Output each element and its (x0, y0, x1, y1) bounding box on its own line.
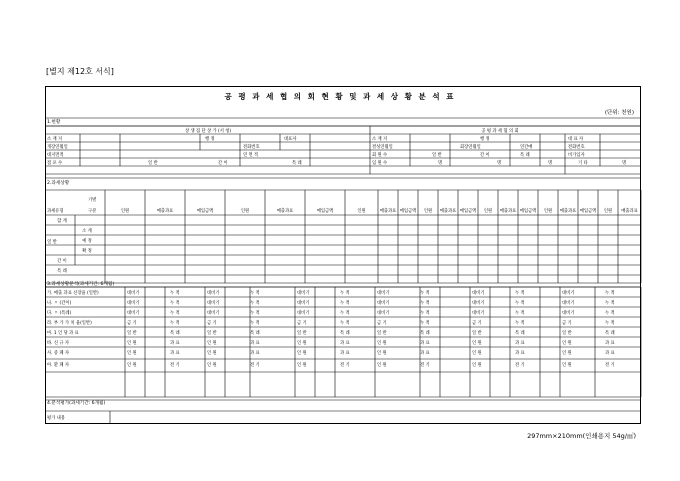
section3-cell-label: 인 원 (562, 341, 572, 346)
section1-row2-label: 연간매 (520, 145, 533, 150)
section3-row-label: 나. 〃 (간이) (47, 301, 72, 306)
section3-cell-label: 인 원 (377, 341, 387, 346)
section3-cell-label: 특 례 (170, 331, 180, 336)
section3-cell-label: 과 표 (515, 351, 525, 356)
section1-row2-label: 전화번호 (568, 145, 585, 150)
form-number: [별지 제12호 서식] (46, 67, 114, 76)
section3-cell-label: 인 원 (127, 363, 137, 368)
section3-cell-label: 전 기 (605, 363, 615, 368)
paper-spec: 297mm×210mm(인쇄용지 54g/㎡) (527, 432, 636, 440)
section2-col-header: 인원 (423, 209, 433, 214)
section3-cell-label: 인 원 (297, 341, 307, 346)
section1-row3-label: 대지면적 (47, 153, 64, 158)
section3-cell-label: 특 례 (515, 331, 525, 336)
section3-cell-label: 과 표 (170, 351, 180, 356)
section1-row4-label: 기 타 (578, 161, 588, 166)
section3-cell-label: 전 기 (515, 363, 525, 368)
section3-cell-label: 인 원 (472, 363, 482, 368)
section3-cell-label: 누 적 (420, 291, 430, 296)
section3-cell-label: 누 적 (605, 291, 615, 296)
section2-col-header: 매출과표 (559, 209, 577, 214)
section3-cell-label: 금 기 (207, 321, 217, 326)
section2-corner-top: 기별 (88, 198, 97, 203)
section3-cell-label: 과 표 (605, 351, 615, 356)
section3-cell-label: 과 표 (340, 341, 350, 346)
section3-cell-label: 누 적 (340, 311, 350, 316)
section2-col-header: 매입금액 (399, 209, 417, 214)
section3-cell-label: 특 례 (250, 331, 260, 336)
section3-cell-label: 일 반 (377, 331, 387, 336)
section3-row-label: 사. 증 폐 자 (47, 351, 70, 356)
section3-cell-label: 누 적 (170, 301, 180, 306)
section2-col-header: 인원 (483, 209, 493, 214)
section3-cell-label: 인 원 (207, 351, 217, 356)
section1-row4-label: 임 원 수 (372, 161, 388, 166)
section2-col-header: 인원 (543, 209, 553, 214)
section3-cell-label: 대비기 (377, 291, 390, 296)
section3-cell-label: 인 원 (297, 351, 307, 356)
section2-row-label: 예 정 (82, 239, 92, 244)
section3-cell-label: 일 반 (297, 331, 307, 336)
section3-cell-label: 과 표 (250, 351, 260, 356)
section1-row4-label: 명 (497, 161, 502, 166)
section3-heading: 3.과세상황분석(과세기간: 6개월) (47, 282, 115, 287)
section3-cell-label: 대비기 (472, 311, 485, 316)
section2-corner-left: 과세유형 (47, 209, 64, 214)
section3-cell-label: 대비기 (127, 301, 140, 306)
section3-cell-label: 일 반 (562, 331, 572, 336)
section3-row-label: 아. 환 폐 자 (47, 363, 70, 368)
section3-cell-label: 누 적 (250, 311, 260, 316)
section3-cell-label: 인 원 (127, 351, 137, 356)
section1-row3-label: 연 면 적 (243, 153, 259, 158)
section3-cell-label: 누 적 (250, 291, 260, 296)
section3-cell-label: 누 적 (250, 301, 260, 306)
section3-cell-label: 누 적 (170, 321, 180, 326)
section3-cell-label: 대비기 (562, 311, 575, 316)
section2-col-header: 매출과표 (156, 209, 174, 214)
unit-label: (단위: 천원) (604, 110, 634, 116)
section1-row4-label: 간 이 (218, 161, 228, 166)
section3-cell-label: 전 기 (250, 363, 260, 368)
section1-heading: 1.현황 (47, 120, 61, 125)
section3-cell-label: 특 례 (605, 331, 615, 336)
section3-row-label: 마. 1 인 당 과 표 (47, 331, 79, 336)
section3-cell-label: 누 적 (420, 321, 430, 326)
section2-row-label: 특 례 (57, 269, 67, 274)
section3-cell-label: 대비기 (297, 291, 310, 296)
section2-col-header: 매출과표 (379, 209, 397, 214)
section2-col-header: 인원 (120, 209, 130, 214)
section3-cell-label: 인 원 (127, 341, 137, 346)
section2-col-header: 매입금액 (459, 209, 477, 214)
section3-cell-label: 누 적 (515, 301, 525, 306)
section1-row1-label: 대 표 자 (568, 137, 584, 142)
section4-row-label: 평가 내용 (47, 416, 65, 421)
section2-row-label: 합 계 (57, 219, 67, 224)
section1-row3-label: 일 반 (432, 153, 442, 158)
section1-row1-label: 소 재 지 (372, 137, 388, 142)
section3-cell-label: 누 적 (515, 321, 525, 326)
section3-cell-label: 특 례 (340, 331, 350, 336)
section2-col-header: 인원 (240, 209, 250, 214)
section3-cell-label: 누 적 (605, 311, 615, 316)
section1-left-header: 상 생 집 단 상 가 (서 청) (184, 129, 232, 134)
section2-col-header: 매입금액 (316, 209, 334, 214)
section3-cell-label: 누 적 (605, 301, 615, 306)
section1-row1-label: 소 재 지 (47, 137, 63, 142)
section1-row3-label: 비가입자 (568, 153, 585, 158)
section3-cell-label: 인 원 (377, 363, 387, 368)
section3-cell-label: 인 원 (562, 363, 572, 368)
section1-row4-label: 일 반 (148, 161, 158, 166)
section3-cell-label: 일 반 (127, 331, 137, 336)
section2-col-header: 매입금액 (196, 209, 214, 214)
form-title: 공 평 과 세 협 의 회 현 황 및 과 세 상 황 분 석 표 (224, 92, 456, 101)
section3-cell-label: 누 적 (420, 311, 430, 316)
section3-cell-label: 금 기 (562, 321, 572, 326)
section3-cell-label: 인 원 (377, 351, 387, 356)
section3-cell-label: 누 적 (340, 321, 350, 326)
section3-row-label: 라. 부 가 가 치 율(일반) (47, 321, 92, 326)
section3-row-label: 다. 〃 (특례) (47, 311, 72, 316)
section3-cell-label: 누 적 (170, 311, 180, 316)
section3-cell-label: 누 적 (250, 321, 260, 326)
section3-cell-label: 인 원 (207, 363, 217, 368)
section3-row-label: 가. 매출 과표 신장율 (일반) (47, 291, 99, 296)
section3-cell-label: 인 원 (472, 341, 482, 346)
section1-row3-label: 회 원 수 (372, 153, 388, 158)
section1-row1-label: 행 정 (205, 137, 215, 142)
section3-cell-label: 특 례 (420, 331, 430, 336)
section3-cell-label: 과 표 (605, 341, 615, 346)
section4-heading: 4.분석평가(과세기간: 6개월) (47, 401, 106, 406)
section3-cell-label: 누 적 (170, 291, 180, 296)
section3-cell-label: 대비기 (207, 291, 220, 296)
section2-col-header: 인원 (603, 209, 613, 214)
section1-row4-label: 점 포 수 (47, 161, 63, 166)
section3-cell-label: 대비기 (297, 311, 310, 316)
section3-cell-label: 대비기 (297, 301, 310, 306)
section3-cell-label: 금 기 (377, 321, 387, 326)
section2-side-label: 일 반 (47, 240, 57, 245)
section2-row-label: 확 정 (82, 249, 92, 254)
section3-cell-label: 대비기 (207, 311, 220, 316)
section1-row4-label: 명 (548, 161, 553, 166)
section3-cell-label: 대비기 (472, 291, 485, 296)
section1-row1-label: 행 정 (480, 137, 490, 142)
section3-cell-label: 인 원 (297, 363, 307, 368)
section3-cell-label: 과 표 (250, 341, 260, 346)
section3-cell-label: 대비기 (377, 311, 390, 316)
section2-col-header: 매입금액 (579, 209, 597, 214)
section3-cell-label: 대비기 (472, 301, 485, 306)
section3-cell-label: 대비기 (207, 301, 220, 306)
section1-row3-label: 간 이 (480, 153, 490, 158)
section1-row3-label: 특 례 (520, 153, 530, 158)
section1-row2-label: 개장연월일 (47, 145, 68, 150)
section2-col-header: 매출과표 (621, 209, 638, 214)
section3-cell-label: 전 기 (170, 363, 180, 368)
section3-cell-label: 과 표 (420, 341, 430, 346)
section3-cell-label: 누 적 (515, 291, 525, 296)
section1-row2-label: 회장연월일 (460, 145, 481, 150)
section3-cell-label: 금 기 (472, 321, 482, 326)
section2-col-header: 매출과표 (499, 209, 517, 214)
section1-right-header: 공 평 과 세 협 의 회 (481, 129, 519, 134)
section3-cell-label: 누 적 (605, 321, 615, 326)
section3-cell-label: 전 기 (420, 363, 430, 368)
section1-row2-label: 결성연월일 (372, 145, 393, 150)
section3-cell-label: 인 원 (207, 341, 217, 346)
section2-row-label: 소 계 (82, 229, 92, 234)
section3-cell-label: 누 적 (420, 301, 430, 306)
section2-col-header: 매출과표 (276, 209, 294, 214)
section3-cell-label: 전 기 (340, 363, 350, 368)
section3-cell-label: 대비기 (127, 291, 140, 296)
section1-row4-label: 특 례 (292, 161, 302, 166)
section3-cell-label: 금 기 (127, 321, 137, 326)
section2-col-header: 매출과표 (439, 209, 457, 214)
section3-cell-label: 인 원 (472, 351, 482, 356)
section2-heading: 2.과세상황 (47, 181, 70, 186)
section3-cell-label: 인 원 (562, 351, 572, 356)
section3-cell-label: 일 반 (472, 331, 482, 336)
section3-cell-label: 대비기 (127, 311, 140, 316)
section1-row2-label: 전화번호 (243, 145, 260, 150)
section1-row1-label: 대표자 (284, 137, 297, 142)
section3-cell-label: 누 적 (340, 301, 350, 306)
section3-cell-label: 과 표 (420, 351, 430, 356)
section2-col-header: 매입금액 (519, 209, 537, 214)
section3-cell-label: 과 표 (170, 341, 180, 346)
section2-corner-right: 구분 (88, 209, 97, 214)
section3-cell-label: 과 표 (515, 341, 525, 346)
section1-row4-label: 명 (622, 161, 627, 166)
section3-cell-label: 대비기 (377, 301, 390, 306)
section3-cell-label: 누 적 (515, 311, 525, 316)
section3-cell-label: 대비기 (562, 291, 575, 296)
section1-row4-label: 명 (438, 161, 443, 166)
section2-col-header: 인원 (357, 209, 366, 214)
section3-cell-label: 누 적 (340, 291, 350, 296)
section2-row-label: 간 이 (57, 259, 67, 264)
section3-cell-label: 금 기 (297, 321, 307, 326)
section3-row-label: 바. 신 규 자 (47, 341, 70, 346)
section3-cell-label: 대비기 (562, 301, 575, 306)
section3-cell-label: 일 반 (207, 331, 217, 336)
section3-cell-label: 과 표 (340, 351, 350, 356)
